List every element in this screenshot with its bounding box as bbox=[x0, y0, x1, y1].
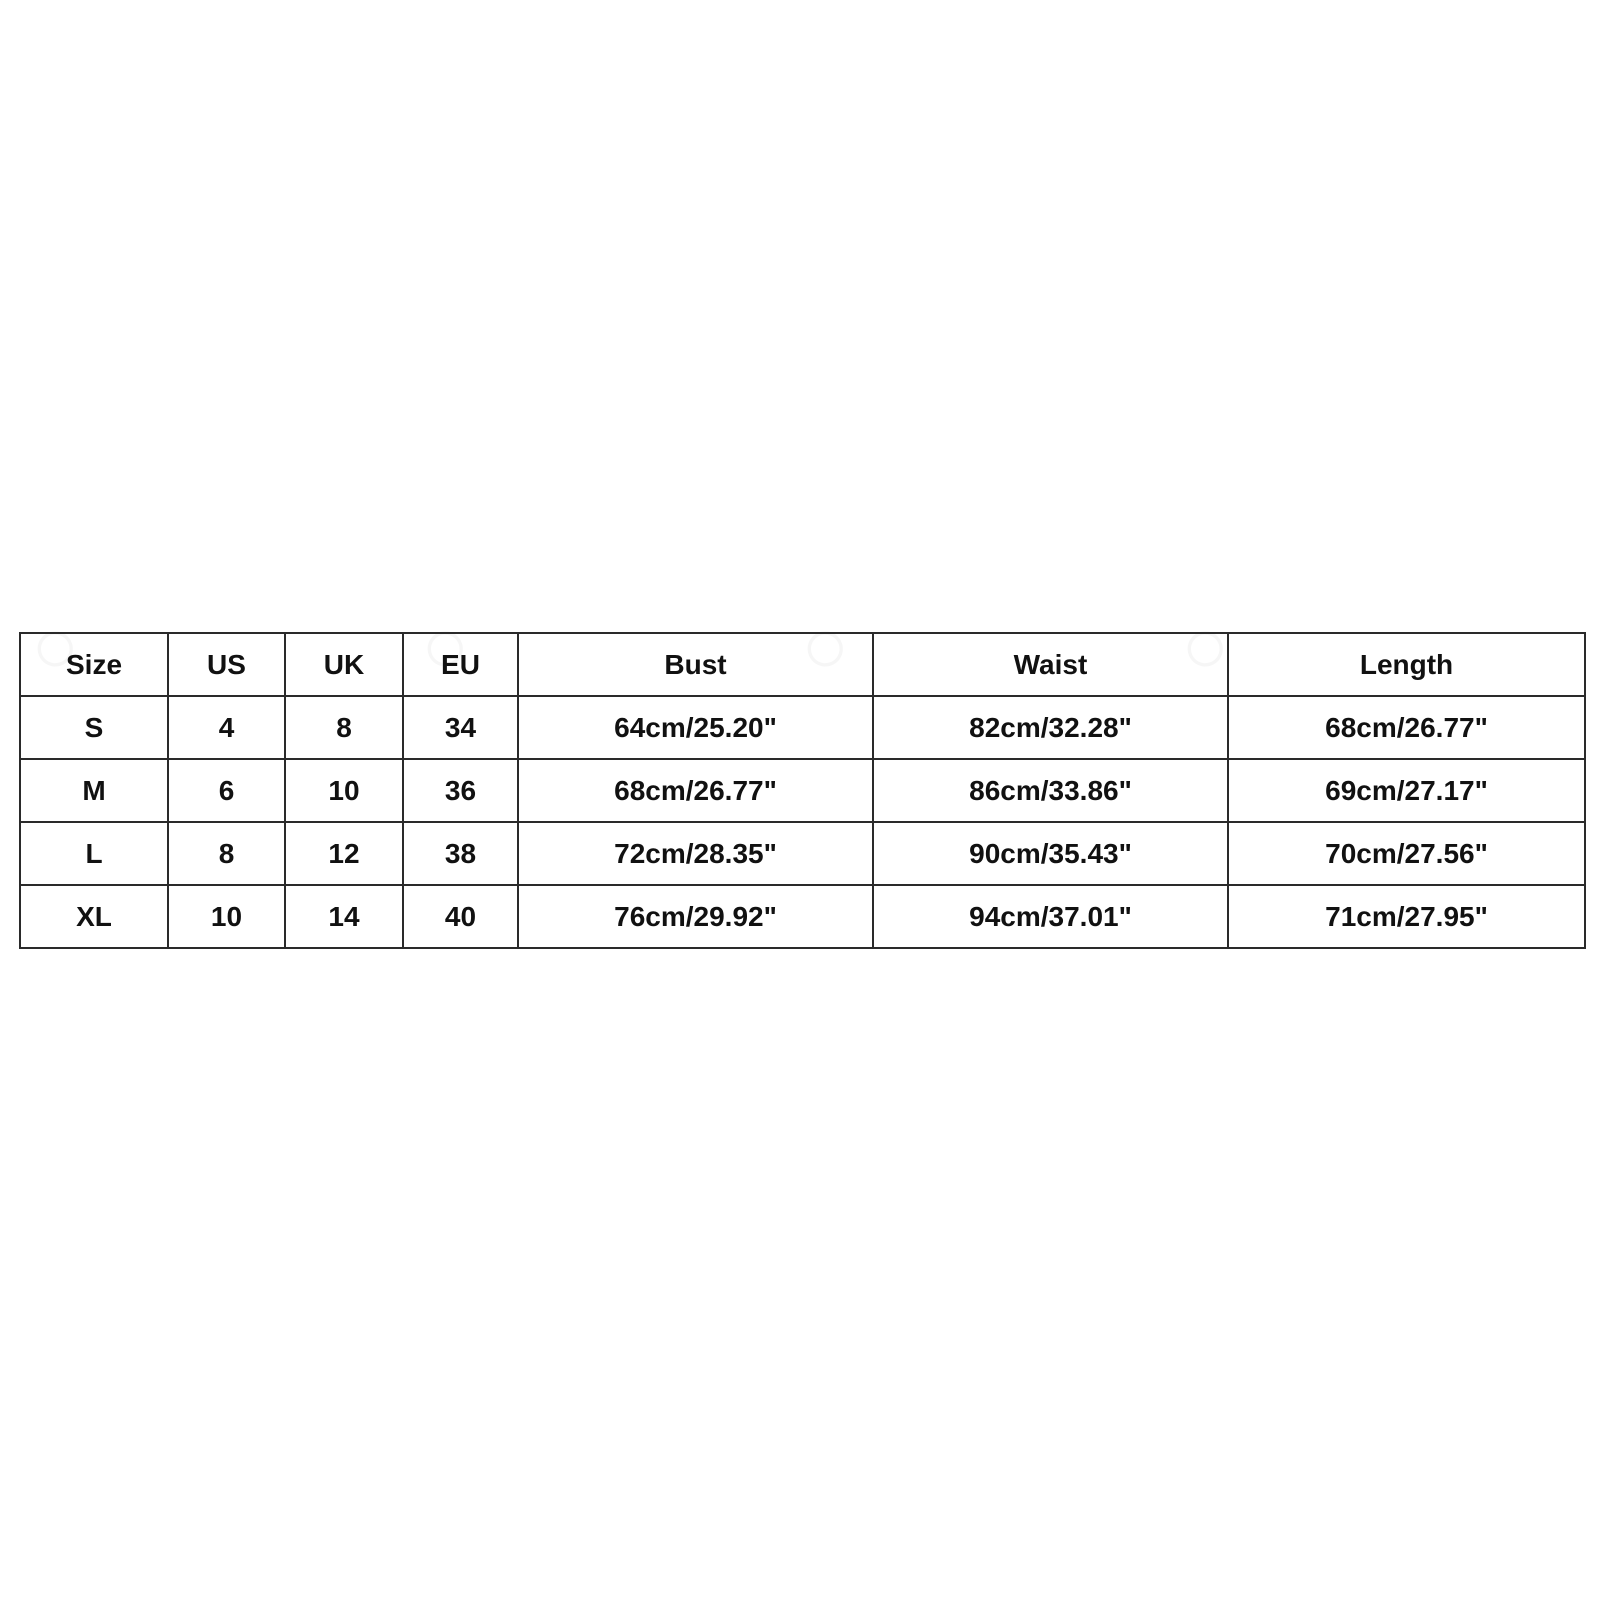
header-waist: Waist bbox=[873, 633, 1228, 696]
table-row bbox=[20, 759, 1585, 822]
cell-length: 68cm/26.77" bbox=[1228, 696, 1585, 759]
cell-waist: 82cm/32.28" bbox=[873, 696, 1228, 759]
cell-uk: 12 bbox=[285, 822, 403, 885]
cell-uk: 8 bbox=[285, 696, 403, 759]
cell-size: XL bbox=[20, 885, 168, 948]
cell-eu: 38 bbox=[403, 822, 518, 885]
cell-size: S bbox=[20, 696, 168, 759]
header-length: Length bbox=[1228, 633, 1585, 696]
header-bust: Bust bbox=[518, 633, 873, 696]
cell-eu: 40 bbox=[403, 885, 518, 948]
header-uk: UK bbox=[285, 633, 403, 696]
cell-length: 71cm/27.95" bbox=[1228, 885, 1585, 948]
cell-bust: 68cm/26.77" bbox=[518, 759, 873, 822]
cell-length: 70cm/27.56" bbox=[1228, 822, 1585, 885]
cell-bust: 72cm/28.35" bbox=[518, 822, 873, 885]
table-row bbox=[20, 696, 1585, 759]
header-us: US bbox=[168, 633, 285, 696]
cell-bust: 76cm/29.92" bbox=[518, 885, 873, 948]
cell-us: 8 bbox=[168, 822, 285, 885]
size-chart-table bbox=[19, 632, 1586, 949]
header-eu: EU bbox=[403, 633, 518, 696]
cell-us: 4 bbox=[168, 696, 285, 759]
header-size: Size bbox=[20, 633, 168, 696]
cell-eu: 34 bbox=[403, 696, 518, 759]
cell-eu: 36 bbox=[403, 759, 518, 822]
cell-bust: 64cm/25.20" bbox=[518, 696, 873, 759]
cell-waist: 86cm/33.86" bbox=[873, 759, 1228, 822]
table-row bbox=[20, 885, 1585, 948]
table-header-row bbox=[20, 633, 1585, 696]
cell-size: M bbox=[20, 759, 168, 822]
cell-us: 10 bbox=[168, 885, 285, 948]
cell-uk: 14 bbox=[285, 885, 403, 948]
cell-uk: 10 bbox=[285, 759, 403, 822]
cell-size: L bbox=[20, 822, 168, 885]
cell-waist: 90cm/35.43" bbox=[873, 822, 1228, 885]
cell-waist: 94cm/37.01" bbox=[873, 885, 1228, 948]
table-row bbox=[20, 822, 1585, 885]
cell-length: 69cm/27.17" bbox=[1228, 759, 1585, 822]
cell-us: 6 bbox=[168, 759, 285, 822]
